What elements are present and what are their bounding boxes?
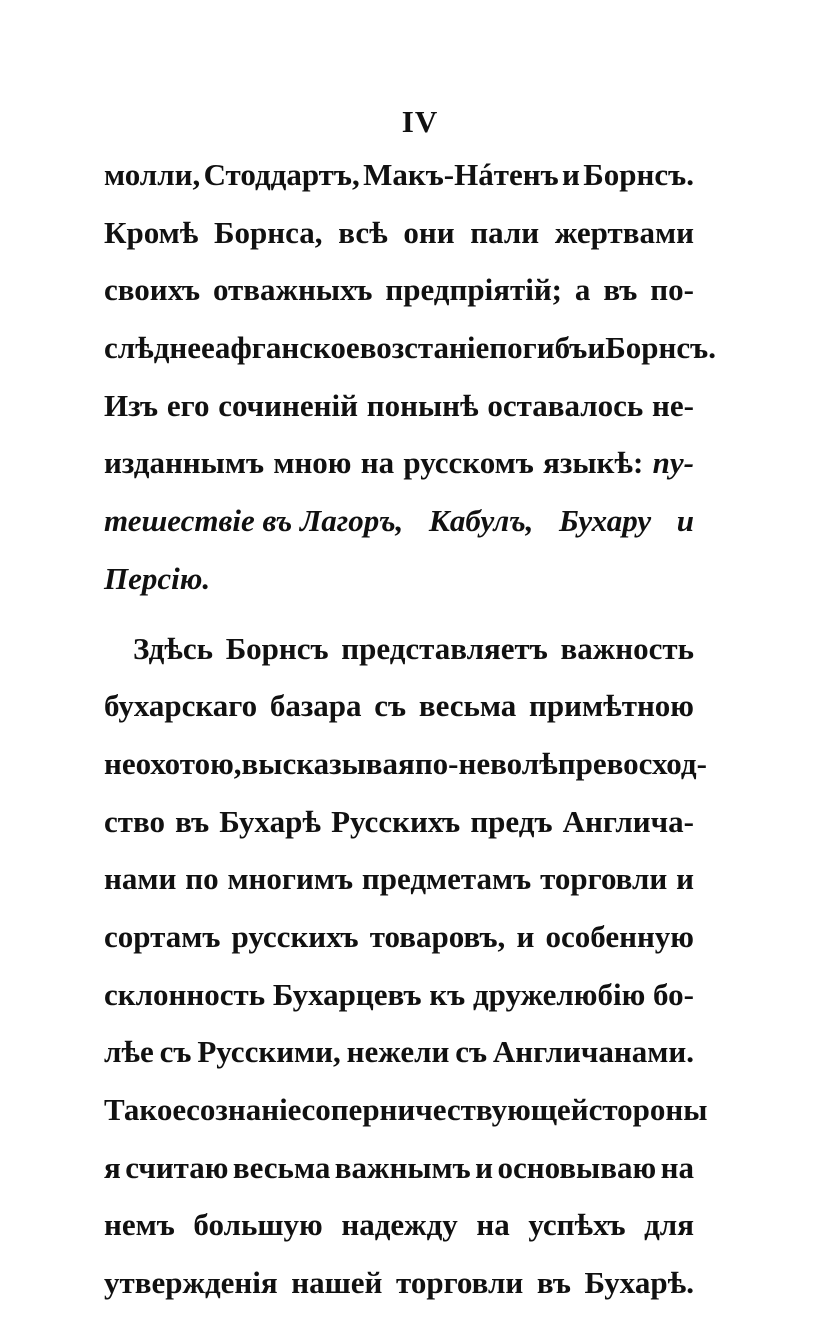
word: молли, [104, 157, 201, 192]
word: по-неволѣ [414, 745, 558, 781]
word: Борнсъ. [583, 157, 694, 192]
word: основываю [497, 1149, 657, 1185]
page-number: IV [401, 104, 439, 139]
word: пали [470, 214, 540, 250]
word: языкѣ: [543, 445, 644, 481]
word: возстаніе [359, 330, 490, 366]
word: и [676, 861, 694, 897]
word: Изъ [104, 387, 159, 423]
word: съ [159, 1034, 192, 1070]
word: и [587, 330, 606, 366]
word: по- [650, 272, 694, 308]
word: жертвами [554, 214, 694, 250]
word: весьма [232, 1149, 331, 1185]
word: лѣе [104, 1034, 154, 1070]
word: склонность [104, 976, 266, 1012]
text-line [104, 977, 694, 1035]
text-line [104, 861, 694, 919]
text-line [104, 804, 694, 862]
word: Англичанами. [492, 1034, 694, 1070]
word: успѣхъ [528, 1207, 626, 1243]
word: мною [273, 445, 352, 481]
word: и [562, 157, 580, 192]
word: особенную [545, 918, 694, 954]
word: Борнса, [214, 214, 323, 250]
word: слѣднее [104, 330, 215, 366]
word: торговли [540, 861, 668, 897]
word: къ [429, 976, 466, 1012]
word: русскихъ [231, 918, 359, 954]
text-line [104, 1092, 708, 1150]
word: нежели [346, 1034, 450, 1070]
text-line [104, 503, 694, 561]
word: съ [455, 1034, 488, 1070]
paragraph-gap [104, 619, 694, 631]
word: своихъ [104, 272, 201, 308]
text-line [104, 919, 694, 977]
word: сознаніе [186, 1092, 302, 1127]
word: бо- [653, 976, 694, 1012]
word: Русскихъ [331, 803, 461, 839]
word: Русскими, [197, 1034, 341, 1070]
word: сортамъ [104, 918, 221, 954]
word: превосход- [557, 745, 707, 781]
word: предметамъ [361, 861, 532, 897]
word: Кабулъ, [428, 503, 534, 539]
word: не- [652, 387, 694, 423]
word: высказывая [241, 745, 415, 781]
word: нашей [291, 1265, 383, 1301]
text-line [104, 388, 694, 446]
text-line [104, 745, 707, 804]
word: весьма [418, 688, 517, 724]
word: на [360, 445, 395, 481]
text-line [104, 445, 694, 503]
word: немъ [104, 1207, 175, 1243]
word: сочиненій [218, 387, 358, 423]
text-line [104, 688, 694, 746]
word: Бухарѣ. [584, 1265, 694, 1301]
word: въ [536, 1265, 571, 1301]
word: всѣ [338, 214, 388, 250]
text-line [104, 330, 716, 388]
word: большую [193, 1207, 323, 1243]
word: предъ [470, 803, 553, 839]
word: и [475, 1149, 494, 1185]
word: по [185, 861, 219, 897]
word: считаю [125, 1149, 229, 1185]
word: Борнсъ. [605, 330, 716, 366]
word: я [104, 1149, 121, 1185]
text-line [104, 272, 694, 330]
word: Бухару [559, 503, 652, 539]
word: неохотою, [104, 745, 242, 781]
word: Такое [104, 1092, 187, 1127]
paragraph [104, 157, 716, 619]
text-line [104, 1207, 694, 1265]
word: важность [560, 630, 694, 666]
paragraph [104, 630, 708, 1323]
word: важнымъ [334, 1149, 471, 1185]
text-line [104, 631, 694, 689]
word: съ [374, 688, 407, 724]
word: базара [269, 688, 362, 724]
text-line [104, 1150, 694, 1208]
word: Бухарцевъ [272, 976, 422, 1012]
word: оставалось [487, 387, 644, 423]
word: Персію. [104, 560, 211, 596]
word: пу- [652, 445, 694, 481]
word: въ [603, 272, 638, 308]
word: тешествіе въ Лагоръ, [104, 503, 404, 539]
text-line [104, 1265, 694, 1323]
word: а [574, 272, 591, 308]
word: представляетъ [341, 630, 548, 666]
word: отважныхъ [212, 272, 373, 308]
word: на [660, 1149, 694, 1185]
word: стороны [588, 1092, 708, 1127]
text-line [104, 157, 694, 215]
word: надежду [341, 1207, 458, 1243]
text-line [104, 561, 694, 619]
word: въ [175, 803, 210, 839]
word: утвержденія [104, 1265, 278, 1301]
word: Кромѣ [104, 214, 199, 250]
word: на [476, 1207, 510, 1243]
word: русскомъ [403, 445, 534, 481]
word: понынѣ [366, 387, 479, 423]
word: афганское [214, 330, 360, 366]
word: они [403, 214, 455, 250]
word: дружелюбію [472, 976, 646, 1012]
word: его [166, 387, 210, 423]
word: бухарскаго [104, 688, 258, 724]
body-text [104, 157, 716, 1323]
word: погибъ [489, 330, 588, 366]
word: торговли [396, 1265, 524, 1301]
word: ство [104, 803, 166, 839]
word: Макъ-Нáтенъ [363, 157, 559, 192]
text-line [104, 1034, 694, 1092]
word: предпріятій; [385, 272, 563, 308]
word: Англича- [562, 803, 694, 839]
word: для [644, 1207, 694, 1243]
word: товаровъ, [369, 918, 506, 954]
word: и [676, 503, 694, 539]
word: Здѣсь [133, 630, 214, 666]
word: и [516, 918, 535, 954]
word: соперничествующей [301, 1092, 589, 1127]
word: изданнымъ [104, 445, 265, 481]
word: Бухарѣ [219, 803, 321, 839]
word: многимъ [227, 861, 354, 897]
text-line [104, 215, 694, 273]
word: Борнсъ [225, 630, 329, 666]
word: примѣтною [529, 688, 694, 724]
word: Стоддартъ, [203, 157, 360, 192]
word: нами [104, 861, 177, 897]
